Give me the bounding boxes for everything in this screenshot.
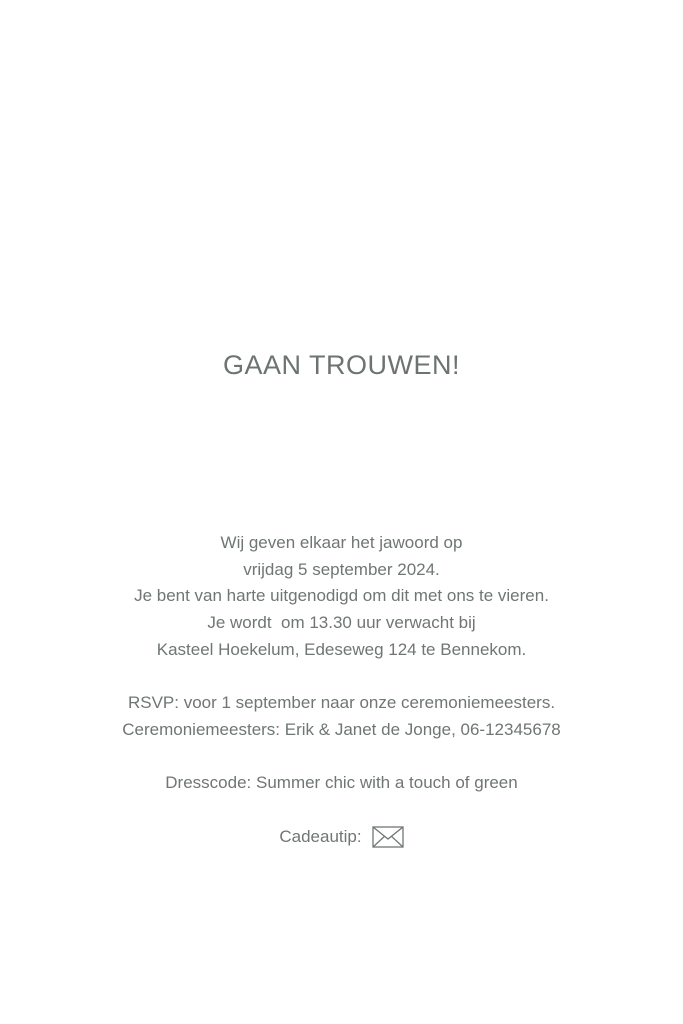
rsvp-line: RSVP: voor 1 september naar onze ceremoniemeesters. bbox=[127, 693, 556, 713]
invitation-body bbox=[0, 530, 683, 850]
invitation-line-5: Kasteel Hoekelum, Edeseweg 124 te Bennekom. bbox=[156, 639, 527, 659]
invitation-title: GAAN TROUWEN! bbox=[222, 350, 460, 380]
spacer bbox=[0, 744, 683, 771]
gift-line bbox=[0, 824, 683, 851]
invitation-line-1: Wij geven elkaar het jawoord op bbox=[220, 533, 463, 552]
invitation-line-4: Je wordt om 13.30 uur verwacht bij bbox=[207, 613, 476, 633]
envelope-icon bbox=[372, 826, 404, 848]
dresscode-line: Dresscode: Summer chic with a touch of green bbox=[165, 773, 518, 793]
ceremony-masters-line: Ceremoniemeesters: Erik & Janet de Jonge, 06-12345678 bbox=[122, 719, 561, 739]
invitation-line-2: vrijdag 5 september 2024. bbox=[243, 559, 440, 579]
invitation-line-3: Je bent van harte uitgenodigd om dit met ons te vieren. bbox=[134, 586, 549, 606]
spacer bbox=[0, 664, 683, 691]
spacer bbox=[0, 797, 683, 824]
gift-label: Cadeautip: bbox=[279, 826, 362, 846]
